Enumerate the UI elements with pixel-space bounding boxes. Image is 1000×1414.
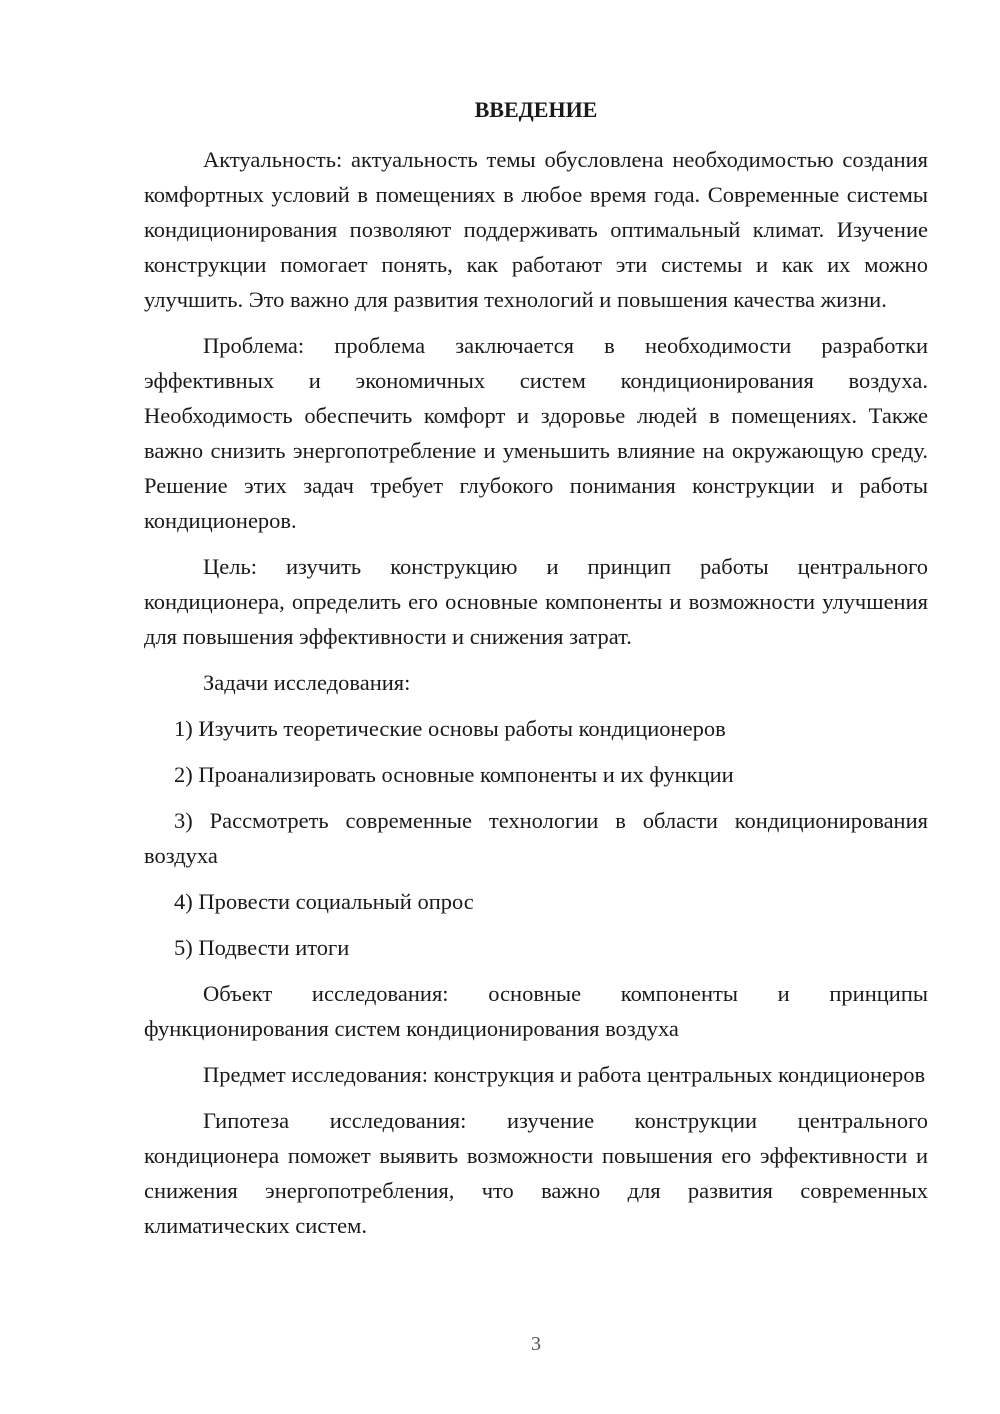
list-item: 5) Подвести итоги xyxy=(174,935,350,960)
goal-paragraph: Цель: изучить конструкцию и принцип работы центрального кондиционера, определить его основные компоненты и возможности улучшения для повышения эффективности и снижения затрат. xyxy=(144,554,928,649)
page-content xyxy=(144,92,928,1254)
list-item: 4) Провести социальный опрос xyxy=(174,889,474,914)
list-item: 1) Изучить теоретические основы работы кондиционеров xyxy=(174,716,726,741)
object-paragraph: Объект исследования: основные компоненты и принципы функционирования систем кондиционирования воздуха xyxy=(144,981,928,1041)
page-title: ВВЕДЕНИЕ xyxy=(474,97,598,122)
list-item: 3) Рассмотреть современные технологии в области кондиционирования воздуха xyxy=(144,808,928,868)
tasks-list xyxy=(144,711,928,965)
page-number: 3 xyxy=(531,1333,541,1355)
problem-paragraph: Проблема: проблема заключается в необходимости разработки эффективных и экономичных систем кондиционирования воздуха. Необходимость обеспечить комфорт и здоровье людей в помещениях. Также важно снизить энергопотребление и уменьшить влияние на окружающую среду. Решение этих задач требует глубокого понимания конструкции и работы кондиционеров. xyxy=(144,333,928,533)
tasks-title: Задачи исследования: xyxy=(203,670,411,695)
hypothesis-paragraph: Гипотеза исследования: изучение конструкции центрального кондиционера поможет выявить возможности повышения его эффективности и снижения энергопотребления, что важно для развития современных климатических систем. xyxy=(144,1108,928,1238)
list-item: 2) Проанализировать основные компоненты и их функции xyxy=(174,762,734,787)
relevance-paragraph: Актуальность: актуальность темы обусловлена необходимостью создания комфортных условий в помещениях в любое время года. Современные системы кондиционирования позволяют поддерживать оптимальный климат. Изучение конструкции помогает понять, как работают эти системы и как их можно улучшить. Это важно для развития технологий и повышения качества жизни. xyxy=(144,147,928,312)
subject-paragraph: Предмет исследования: конструкция и работа центральных кондиционеров xyxy=(203,1062,926,1087)
